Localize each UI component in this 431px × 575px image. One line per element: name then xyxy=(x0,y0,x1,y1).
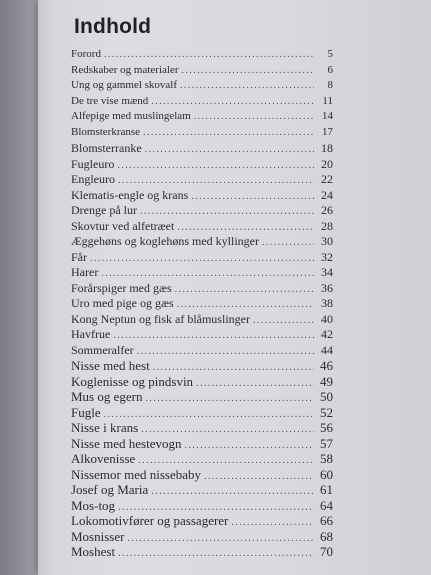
toc-entry-title: Fugle xyxy=(71,404,101,420)
toc-entry-page-number: 22 xyxy=(321,172,333,186)
toc-entry xyxy=(71,498,333,514)
toc-entry-page-number: 11 xyxy=(322,94,333,107)
toc-entry-title: Forårspiger med gæs xyxy=(71,280,172,295)
toc-entry-title: Fugleuro xyxy=(71,156,115,171)
toc-entry-title: Koglenisse og pindsvin xyxy=(71,373,194,389)
toc-entry-title: Klematis-engle og krans xyxy=(71,187,189,202)
toc-entry xyxy=(71,405,333,421)
toc-entry-title: De tre vise mænd xyxy=(71,94,149,107)
dot-leader xyxy=(194,111,314,122)
toc-entry-page-number: 32 xyxy=(321,249,333,264)
toc-entry-title: Blomsterkranse xyxy=(71,125,141,138)
toc-entry-page-number: 60 xyxy=(320,466,333,482)
toc-entry xyxy=(71,141,333,157)
dot-leader xyxy=(141,424,314,435)
toc-entry-title: Nissemor med nissebaby xyxy=(71,466,201,482)
dot-leader xyxy=(118,502,314,513)
toc-entry xyxy=(71,64,333,80)
toc-entry xyxy=(71,343,333,359)
toc-entry xyxy=(71,250,333,266)
dot-leader xyxy=(191,191,314,202)
dot-leader xyxy=(253,315,314,326)
toc-entry xyxy=(71,482,333,498)
toc-entry xyxy=(71,420,333,436)
toc-entry-title: Nisse med hestevogn xyxy=(71,435,182,451)
dot-leader xyxy=(180,80,314,91)
toc-entry-title: Moshest xyxy=(71,544,116,559)
dot-leader xyxy=(177,299,314,310)
toc-entry xyxy=(71,95,333,111)
toc-entry xyxy=(71,126,333,142)
toc-entry xyxy=(71,544,333,560)
toc-entry-title: Havfrue xyxy=(71,327,111,341)
toc-entry-title: Ung og gammel skovalf xyxy=(71,79,178,91)
toc-entry-page-number: 26 xyxy=(321,203,333,217)
toc-entry-page-number: 34 xyxy=(321,265,333,279)
toc-entry-page-number: 40 xyxy=(321,311,333,326)
toc-entry-title: Mus og egern xyxy=(71,389,143,404)
toc-entry-page-number: 70 xyxy=(320,544,333,559)
toc-entry-page-number: 24 xyxy=(321,187,333,202)
dot-leader xyxy=(118,548,314,559)
toc-entry-title: Uro med pige og gæs xyxy=(71,296,174,310)
dot-leader xyxy=(138,455,314,466)
toc-entry-page-number: 5 xyxy=(327,48,333,60)
dot-leader xyxy=(145,144,314,155)
toc-entry-title: Alfepige med muslingelam xyxy=(71,110,191,122)
dot-leader xyxy=(101,268,314,279)
toc-entry xyxy=(71,157,333,173)
toc-entry-title: Forord xyxy=(71,48,101,60)
dot-leader xyxy=(177,222,314,233)
toc-entry-page-number: 56 xyxy=(320,420,333,435)
dot-leader xyxy=(196,378,314,389)
toc-entry-page-number: 66 xyxy=(320,513,333,528)
dot-leader xyxy=(153,362,314,373)
dot-leader xyxy=(262,237,314,248)
toc-entry xyxy=(71,513,333,529)
toc-entry-page-number: 20 xyxy=(321,156,333,171)
toc-entry xyxy=(71,203,333,219)
dot-leader xyxy=(117,160,314,171)
toc-entry xyxy=(71,265,333,281)
toc-entry-title: Mosnisser xyxy=(71,528,125,544)
toc-entry xyxy=(71,451,333,467)
dot-leader xyxy=(113,330,314,341)
toc-entry-title: Nisse med hest xyxy=(71,358,150,373)
toc-entry xyxy=(71,296,333,312)
toc-entry-title: Engleuro xyxy=(71,172,115,186)
toc-entry-page-number: 57 xyxy=(320,435,333,451)
toc-entry-title: Redskaber og materialer xyxy=(71,63,179,76)
toc-entry xyxy=(71,281,333,297)
toc-entry-page-number: 6 xyxy=(327,63,333,76)
toc-entry-title: Nisse i krans xyxy=(71,420,139,435)
toc-entry-title: Blomsterranke xyxy=(71,141,142,155)
toc-entry xyxy=(71,374,333,390)
toc-entry-title: Sommeralfer xyxy=(71,342,134,357)
toc-entry xyxy=(71,219,333,235)
dot-leader xyxy=(104,49,314,60)
toc-entry-title: Kong Neptun og fisk af blåmuslinger xyxy=(71,311,250,326)
toc-entry-title: Lokomotivfører og passagerer xyxy=(71,513,229,528)
toc-entry-title: Drenge på lur xyxy=(71,203,137,217)
toc-entry xyxy=(71,48,333,64)
toc-entry-page-number: 14 xyxy=(322,110,333,122)
dot-leader xyxy=(151,486,314,497)
dot-leader xyxy=(231,517,314,528)
toc-entry xyxy=(71,312,333,328)
toc-entry xyxy=(71,436,333,452)
toc-entry-title: Æggehøns og koglehøns med kyllinger xyxy=(71,234,259,248)
toc-entry xyxy=(71,358,333,374)
toc-entry-page-number: 49 xyxy=(320,373,333,389)
toc-entry-page-number: 64 xyxy=(320,497,333,513)
toc-entry xyxy=(71,529,333,545)
toc-entry-title: Får xyxy=(71,249,87,264)
toc-entry-page-number: 68 xyxy=(320,528,333,544)
toc-entry-page-number: 44 xyxy=(321,342,333,357)
page-title: Indhold xyxy=(74,15,152,38)
toc-entry-page-number: 17 xyxy=(322,125,333,138)
dot-leader xyxy=(137,346,314,357)
toc-entry xyxy=(71,188,333,204)
toc-entry-page-number: 28 xyxy=(321,218,333,233)
dot-leader xyxy=(127,533,314,544)
toc-entry-title: Harer xyxy=(71,265,99,279)
toc-entry-page-number: 52 xyxy=(320,404,333,420)
toc-entry-page-number: 42 xyxy=(321,327,333,341)
toc-entry-page-number: 8 xyxy=(327,79,333,91)
table-of-contents xyxy=(71,48,333,560)
toc-entry xyxy=(71,172,333,188)
toc-entry-page-number: 36 xyxy=(321,280,333,295)
toc-entry-title: Skovtur ved alfetræet xyxy=(71,218,175,233)
toc-entry-title: Josef og Maria xyxy=(71,482,149,497)
toc-entry xyxy=(71,467,333,483)
toc-entry-page-number: 18 xyxy=(321,141,333,155)
toc-entry xyxy=(71,389,333,405)
toc-entry xyxy=(71,79,333,95)
toc-entry-page-number: 50 xyxy=(320,389,333,404)
toc-entry-page-number: 58 xyxy=(320,451,333,466)
toc-entry-page-number: 46 xyxy=(320,358,333,373)
toc-entry-page-number: 38 xyxy=(321,296,333,310)
dot-leader xyxy=(143,127,314,138)
dot-leader xyxy=(175,284,314,295)
toc-entry-page-number: 30 xyxy=(321,234,333,248)
dot-leader xyxy=(140,206,314,217)
dot-leader xyxy=(104,409,314,420)
dot-leader xyxy=(182,65,314,76)
toc-entry-title: Mos-tog xyxy=(71,497,116,513)
toc-entry xyxy=(71,234,333,250)
toc-entry xyxy=(71,327,333,343)
dot-leader xyxy=(184,440,314,451)
toc-entry xyxy=(71,110,333,126)
dot-leader xyxy=(90,253,314,264)
dot-leader xyxy=(146,393,315,404)
dot-leader xyxy=(118,175,314,186)
dot-leader xyxy=(204,471,314,482)
book-spine-shadow xyxy=(0,0,38,575)
toc-entry-page-number: 61 xyxy=(320,482,333,497)
dot-leader xyxy=(151,96,314,107)
toc-entry-title: Alkovenisse xyxy=(71,451,136,466)
